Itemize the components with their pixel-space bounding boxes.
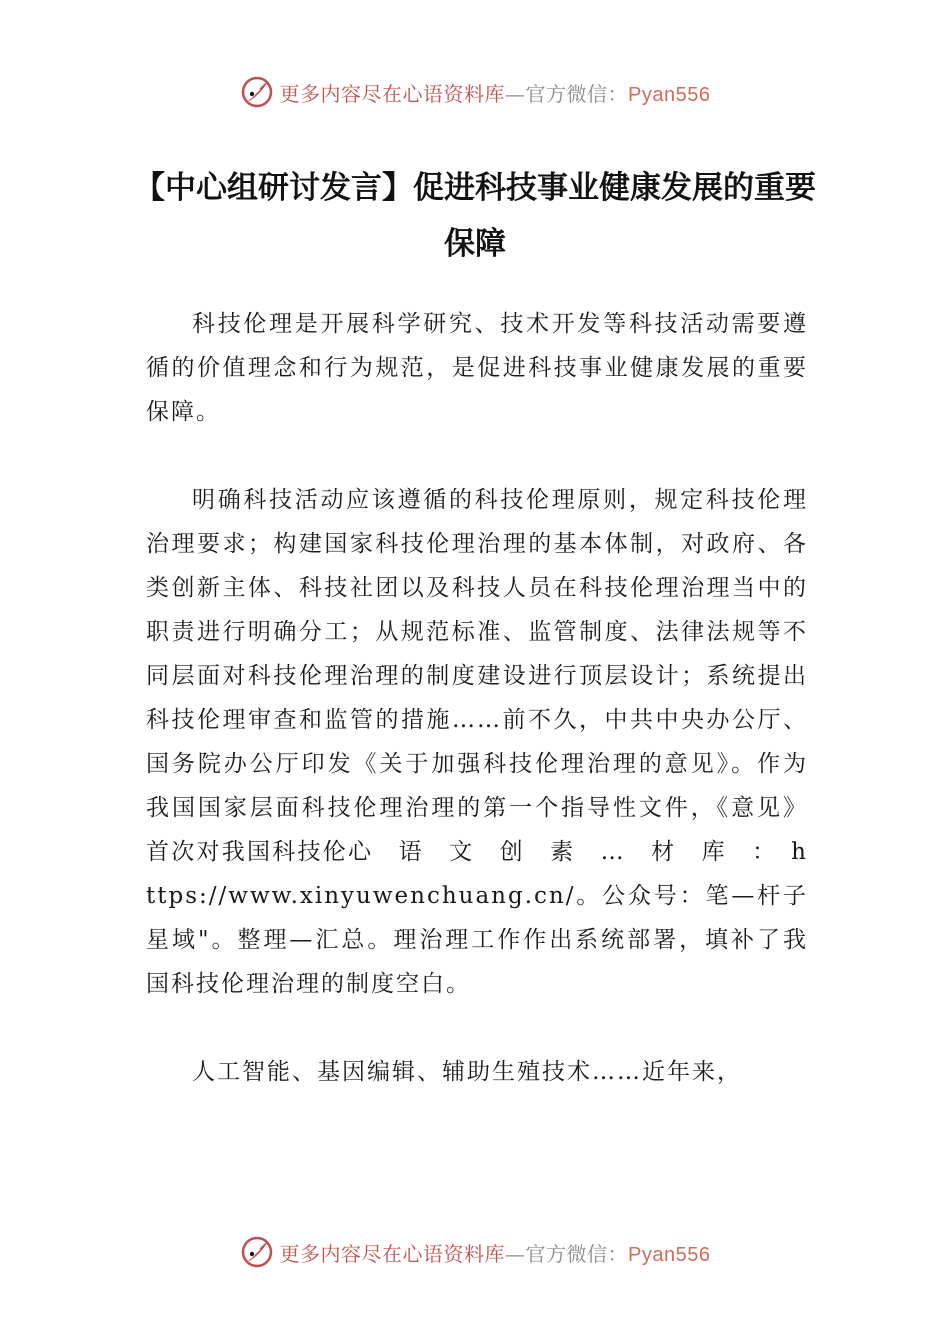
- paragraph-1: 科技伦理是开展科学研究、技术开发等科技活动需要遵循的价值理念和行为规范，是促进科技事业健康发展的重要保障。: [146, 311, 808, 425]
- watermark-main: 更多内容尽在心语资料库: [279, 1241, 506, 1266]
- quill-logo-icon: [240, 1235, 274, 1269]
- watermark-main: 更多内容尽在心语资料库: [279, 81, 506, 106]
- footer-watermark: [0, 1232, 950, 1272]
- watermark-official: 官方微信：: [525, 1241, 629, 1266]
- document-title: 【中心组研讨发言】促进科技事业健康发展的重要保障: [134, 170, 816, 262]
- paragraph-3: 人工智能、基因编辑、辅助生殖技术……近年来，: [192, 1059, 742, 1085]
- watermark-text: [280, 1238, 711, 1267]
- watermark-text: [280, 78, 711, 107]
- watermark-sep: —: [505, 1241, 526, 1266]
- quill-logo-icon: [240, 75, 274, 109]
- watermark-official: 官方微信：: [525, 81, 629, 106]
- watermark-sep: —: [505, 81, 526, 106]
- document-body: [146, 302, 808, 1138]
- watermark-wechat-id: Pyan556: [628, 1243, 711, 1266]
- header-watermark: [0, 72, 950, 112]
- paragraph-2: 明确科技活动应该遵循的科技伦理原则，规定科技伦理治理要求；构建国家科技伦理治理的基本体制，对政府、各类创新主体、科技社团以及科技人员在科技伦理治理当中的职责进行明确分工；从规范标准、监管制度、法律法规等不同层面对科技伦理治理的制度建设进行顶层设计；系统提出科技伦理审查和监管的措施……前不久，中共中央办公厅、国务院办公厅印发《关于加强科技伦理治理的意见》。作为我国国家层面科技伦理治理的第一个指导性文件，《意见》首次对我国科技伦心 语 文 创 素 … 材 库 ： https://www.xinyuwenchuang.cn/。公众号：笔—杆子星域"。整理—汇总。理治理工作作出系统部署，填补了我国科技伦理治理的制度空白。: [146, 487, 808, 997]
- watermark-wechat-id: Pyan556: [628, 83, 711, 106]
